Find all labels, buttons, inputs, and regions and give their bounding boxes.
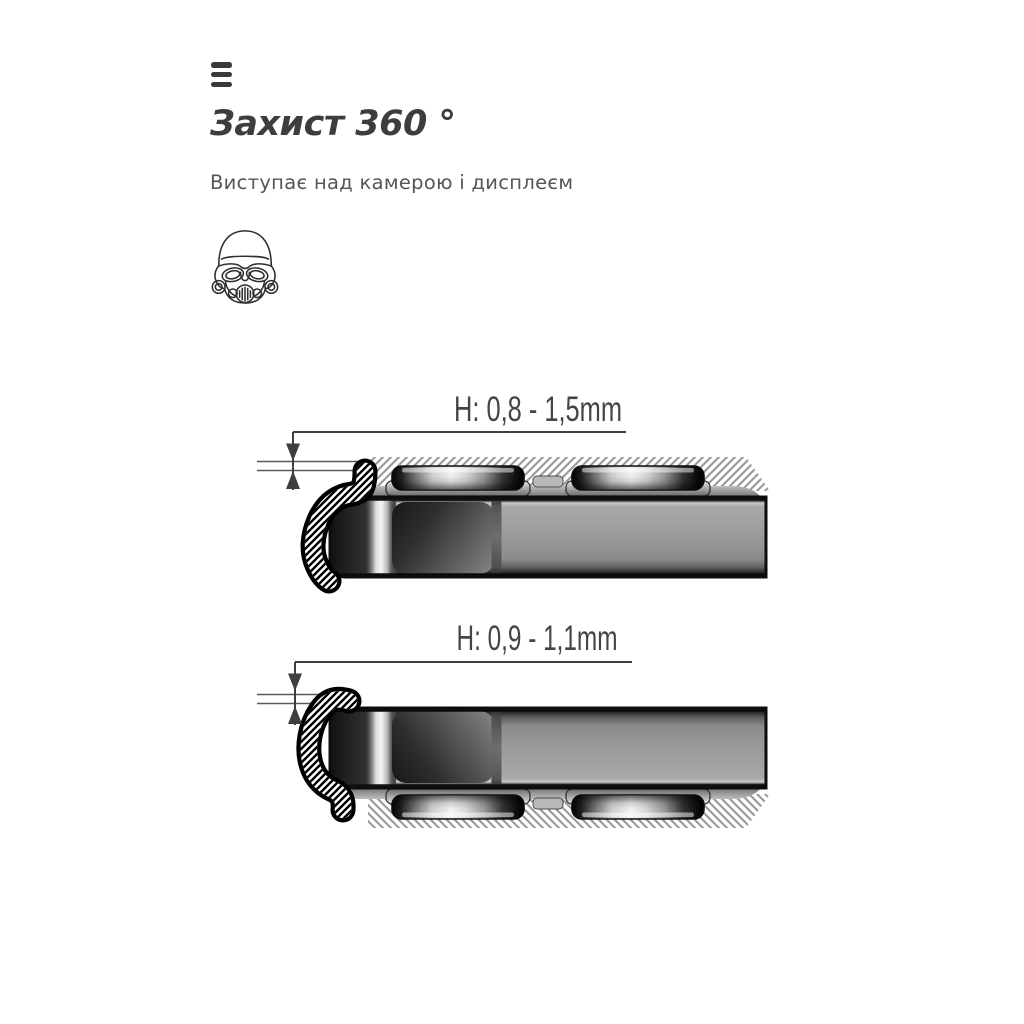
diagram-camera-side <box>257 390 770 581</box>
measurement-label: H: 0,9 - 1,1mm <box>456 619 618 658</box>
arrow-up-icon <box>288 706 302 724</box>
arrow-down-icon <box>286 444 300 462</box>
phone-edge-graphic-flipped <box>330 708 770 828</box>
phone-edge-graphic <box>330 457 770 577</box>
diagram-display-side <box>257 619 770 828</box>
page-title: Захист 360 ° <box>210 104 456 144</box>
page-subtitle: Виступає над камерою і дисплеєм <box>210 171 574 194</box>
measurement-label: H: 0,8 - 1,5mm <box>454 390 622 429</box>
arrow-down-icon <box>288 674 302 692</box>
arrow-up-icon <box>286 471 300 489</box>
